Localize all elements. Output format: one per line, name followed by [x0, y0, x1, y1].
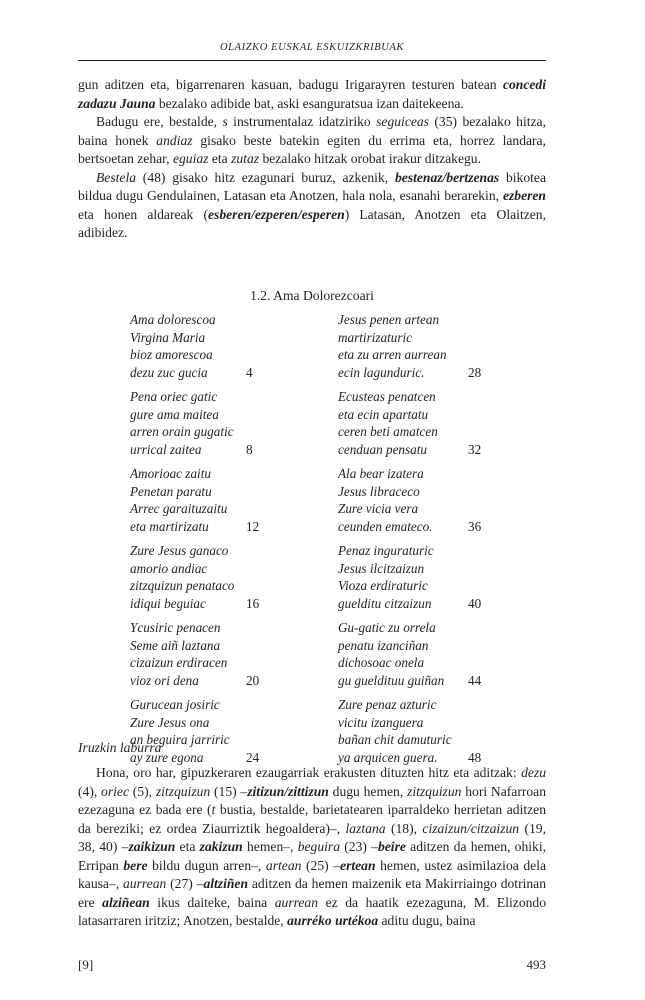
poem-line: eta zu arren aurrean — [338, 347, 447, 362]
poem-line: Jesus penen artean — [338, 312, 440, 327]
poem-line: cenduan pensatu — [338, 441, 427, 457]
poem-line: vioz ori dena — [130, 672, 199, 688]
verse-number: 24 — [246, 749, 260, 765]
poem-stanza — [130, 311, 253, 381]
poem-line: ecin lagunduric. — [338, 364, 425, 380]
verse-number: 8 — [246, 441, 253, 457]
verse-number: 20 — [246, 672, 260, 688]
poem-line: dezu zuc gucia — [130, 364, 208, 380]
poem-stanza — [130, 619, 260, 689]
poem-line: Ala bear izatera — [338, 466, 424, 481]
poem-stanza — [130, 388, 253, 458]
poem-line: ceunden emateco. — [338, 518, 433, 534]
poem-line: ay zure egona — [130, 749, 204, 765]
poem-line: Ama dolorescoa — [130, 312, 216, 327]
poem-line: Pena oriec gatic — [130, 389, 218, 404]
paragraph-1: gun aditzen eta, bigarrenaren kasuan, badugu Irigarayren testuren batean concedi zadazu Jauna bezalako adibide bat, aski esanguratsua izan daitekeena. — [78, 77, 546, 111]
poem-stanza — [130, 542, 260, 612]
poem-line: ya arquicen guera. — [338, 749, 438, 765]
section-title: 1.2. Ama Dolorezcoari — [250, 288, 374, 303]
poem-stanza — [338, 388, 482, 458]
poem-line: Virgina Maria — [130, 329, 206, 345]
poem-line: Zure Jesus ganaco — [130, 543, 229, 558]
poem-line: Penetan paratu — [130, 483, 212, 499]
poem-line: urrical zaitea — [130, 441, 202, 457]
poem-line: Gurucean josiric — [130, 697, 220, 712]
verse-number: 4 — [246, 364, 253, 380]
poem-line: Zure vicia vera — [338, 501, 419, 516]
verse-number: 12 — [246, 518, 260, 534]
intro-paragraphs — [78, 76, 546, 243]
poem-line: martirizaturic — [338, 329, 413, 345]
poem-line: Jesus libraceco — [338, 483, 420, 499]
poem-stanza — [338, 465, 482, 535]
poem-line: gure ama maitea — [130, 406, 219, 422]
poem-line: Arrec garaituzaitu — [130, 501, 228, 516]
poem-line: amorio andiac — [130, 560, 208, 576]
poem-line: Seme aiñ laztana — [130, 637, 221, 653]
header-rule — [78, 60, 546, 61]
poem-line: eta ecin apartatu — [338, 406, 429, 422]
poem-stanza — [338, 542, 482, 612]
poem-stanza — [338, 696, 482, 766]
verse-number: 44 — [468, 672, 482, 688]
poem-stanza — [338, 311, 482, 381]
verse-number: 28 — [468, 364, 482, 380]
poem-line: Vioza erdiraturic — [338, 578, 428, 593]
verse-number: 36 — [468, 518, 482, 534]
poem-line: penatu izanciñan — [338, 637, 429, 653]
verse-number: 32 — [468, 441, 482, 457]
paragraph-3: Bestela (48) gisako hitz ezagunari buruz, azkenik, bestenaz/bertzenas bikotea bildua dugu Gendulainen, Latasan eta Anotzen, hala nola, esanahi berarekin, ezberen eta honen aldareak (esberen/ezperen/esperen) Latasan, Anotzen eta Olaitzen, adibidez. — [78, 169, 546, 240]
poem-line: guelditu citzaizun — [338, 595, 432, 611]
poem-stanza — [130, 465, 260, 535]
poem-line: cizaizun erdiracen — [130, 655, 228, 670]
poem-line: Jesus ilcitzaizun — [338, 560, 425, 576]
poem-line: Penaz inguraturic — [338, 543, 434, 558]
poem-right-column — [338, 311, 482, 773]
poem-stanza — [338, 619, 482, 689]
verse-number: 40 — [468, 595, 482, 611]
footer-page-number: 493 — [526, 957, 546, 972]
running-header: OLAIZKO EUSKAL ESKUIZKRIBUAK — [219, 42, 405, 53]
poem-line: Zure penaz azturic — [338, 697, 437, 712]
poem-line: dichosoac onela — [338, 655, 425, 670]
paragraph-4: Hona, oro har, gipuzkeraren ezaugarriak erakusten dituzten hitz eta aditzak: dezu (4), oriec (5), zitzquizun (15) –zitizun/zittizun dugu hemen, zitzquizun hori Nafarroan ezezaguna ez bada ere (t bustia, bestalde, barietatearen iparraldeko herrietan aditzen da bereziki; ez ordea Ziaurriztik hegoaldera)–, laztana (18), cizaizun/citzaizun (19, 38, 40) –zaikizun eta zakizun hemen–, beguira (23) –beire aditzen da hemen, ohiki, Erripan bere bildu dugun arren–, artean (25) –ertean hemen, ustez asimilazioa dela kausa–, aurrean (27) –altziñen aditzen da hemen maizenik eta Makirriaingo dotrinan ere alziñean ikus daiteke, baina aurrean ez da haatik ezezaguna, M. Elizondo latasarraren iritziz; Anotzen, bestalde, aurréko urtékoa aditu dugu, baina — [78, 765, 547, 928]
poem-line: eta martirizatu — [130, 518, 209, 534]
poem-line: Gu-gatic zu orrela — [338, 620, 436, 635]
poem-line: ceren beti amatcen — [338, 424, 438, 439]
poem-line: Ycusiric penacen — [130, 620, 221, 635]
poem-line: an beguira jarriric — [130, 732, 230, 747]
poem-left-column — [130, 311, 260, 773]
footer-section-number: [9] — [78, 957, 94, 972]
poem-line: Amorioac zaitu — [130, 466, 211, 481]
poem-line: gu gueldituu guiñan — [338, 672, 445, 688]
poem-line: Zure Jesus ona — [130, 714, 210, 730]
poem-line: bioz amorescoa — [130, 347, 213, 362]
poem-line: idiqui beguiac — [130, 595, 206, 611]
poem-line: Ecusteas penatcen — [338, 389, 436, 404]
poem-line: vicitu izanguera — [338, 714, 424, 730]
poem-line: arren orain gugatic — [130, 424, 234, 439]
paragraph-2: Badugu ere, bestalde, s instrumentalaz idatziriko seguiceas (35) bezalako hitza, baina honek andiaz gisako beste batekin egiten du errima eta, horrez landara, bertsoetan zehar, eguiaz eta zutaz bezalako hitzak orobat irakur ditzakegu. — [78, 114, 546, 166]
verse-number: 16 — [246, 595, 260, 611]
comment-title: Iruzkin laburra — [78, 740, 162, 755]
poem-line: zitzquizun penataco — [130, 578, 235, 593]
comment-paragraphs — [78, 764, 546, 931]
verse-number: 48 — [468, 749, 482, 765]
poem-line: bañan chit damuturic — [338, 732, 452, 747]
